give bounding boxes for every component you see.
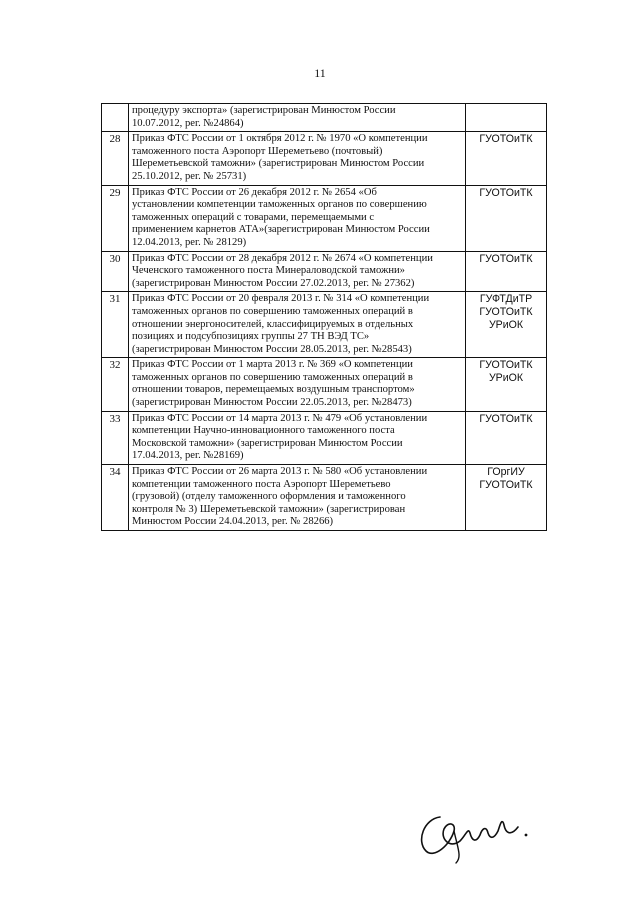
row-number: 33 xyxy=(102,411,129,464)
order-text-line: таможенного поста Аэропорт Шереметьево (почтовый) xyxy=(132,145,383,157)
orders-table-body xyxy=(102,104,547,531)
table-row xyxy=(102,292,547,358)
table-row xyxy=(102,251,547,292)
order-description xyxy=(129,104,466,132)
order-text-line: Минюстом России 24.04.2013, рег. № 28266) xyxy=(132,516,334,528)
table-row xyxy=(102,104,547,132)
order-text-line: компетенции Научно-инновационного таможенного поста xyxy=(132,425,395,437)
order-text-line: Приказ ФТС России от 28 декабря 2012 г. № 2674 «О компетенции xyxy=(132,252,433,264)
responsible-unit: УРиОК xyxy=(488,319,524,332)
responsible-units xyxy=(466,411,547,464)
order-text-line: позициях и подсубпозициях группы 27 ТН ВЭД ТС» xyxy=(132,331,370,343)
order-text-line: Шереметьевской таможни» (зарегистрирован Минюстом России xyxy=(132,158,425,170)
table-row xyxy=(102,132,547,185)
responsible-units xyxy=(466,251,547,292)
order-text-line: контроля № 3) Шереметьевской таможни» (зарегистрирован xyxy=(132,503,406,515)
order-text-line: Приказ ФТС России от 26 декабря 2012 г. № 2654 «Об xyxy=(132,186,377,198)
order-text-line: Московской таможни» (зарегистрирован Минюстом России xyxy=(132,437,403,449)
order-text-line: Приказ ФТС России от 26 марта 2013 г. № 580 «Об установлении xyxy=(132,466,428,478)
order-description xyxy=(129,132,466,185)
responsible-unit: ГОргИУ xyxy=(487,466,525,479)
responsible-unit: ГУОТОиТК xyxy=(479,412,533,425)
table-row xyxy=(102,465,547,531)
order-text-line: компетенции таможенного поста Аэропорт Шереметьево xyxy=(132,478,391,490)
order-text-line: Приказ ФТС России от 14 марта 2013 г. № 479 «Об установлении xyxy=(132,412,428,424)
order-text-line: процедуру экспорта» (зарегистрирован Минюстом России xyxy=(132,105,396,116)
row-number: 28 xyxy=(102,132,129,185)
responsible-units xyxy=(466,292,547,358)
responsible-units xyxy=(466,104,547,132)
order-description xyxy=(129,251,466,292)
order-text-line: Приказ ФТС России от 1 октября 2012 г. № 1970 «О компетенции xyxy=(132,133,428,145)
order-description xyxy=(129,411,466,464)
order-text-line: Чеченского таможенного поста Минераловодской таможни» xyxy=(132,265,405,277)
row-number: 29 xyxy=(102,185,129,251)
order-text-line: отношении энергоносителей, классифицируемых в отдельных xyxy=(132,318,414,330)
responsible-units xyxy=(466,358,547,411)
row-number: 32 xyxy=(102,358,129,411)
order-text-line: 25.10.2012, рег. № 25731) xyxy=(132,170,247,182)
responsible-unit: УРиОК xyxy=(488,372,524,385)
order-text-line: (грузовой) (отделу таможенного оформления и таможенного xyxy=(132,491,406,503)
order-description xyxy=(129,465,466,531)
signature xyxy=(410,805,550,865)
row-number: 34 xyxy=(102,465,129,531)
responsible-unit: ГУОТОиТК xyxy=(479,359,533,372)
responsible-unit: ГУОТОиТК xyxy=(479,252,533,265)
responsible-unit: ГУОТОиТК xyxy=(479,479,533,492)
responsible-unit: ГУОТОиТК xyxy=(479,186,533,199)
order-description xyxy=(129,185,466,251)
order-text-line: таможенных операций с товарами, перемещаемыми с xyxy=(132,211,375,223)
orders-table xyxy=(101,103,547,531)
responsible-unit: ГУФТДиТР xyxy=(479,293,533,306)
table-row xyxy=(102,358,547,411)
responsible-units xyxy=(466,465,547,531)
order-text-line: 12.04.2013, рег. № 28129) xyxy=(132,236,247,248)
responsible-unit: ГУОТОиТК xyxy=(479,306,533,319)
order-description xyxy=(129,358,466,411)
order-text-line: применением карнетов АТА»(зарегистрирован Минюстом России xyxy=(132,224,430,236)
order-text-line: установлении компетенции таможенных органов по совершению xyxy=(132,199,427,211)
order-text-line: Приказ ФТС России от 1 марта 2013 г. № 369 «О компетенции xyxy=(132,359,413,371)
responsible-unit: ГУОТОиТК xyxy=(479,133,533,146)
order-text-line: (зарегистрирован Минюстом России 27.02.2013, рег. № 27362) xyxy=(132,277,415,289)
order-text-line: таможенных органов по совершению таможенных операций в xyxy=(132,371,413,383)
order-text-line: (зарегистрирован Минюстом России 28.05.2013, рег. №28543) xyxy=(132,343,412,355)
order-text-line: Приказ ФТС России от 20 февраля 2013 г. № 314 «О компетенции xyxy=(132,293,430,305)
row-number: 30 xyxy=(102,251,129,292)
row-number: 31 xyxy=(102,292,129,358)
order-description xyxy=(129,292,466,358)
table-row xyxy=(102,411,547,464)
row-number xyxy=(102,104,129,132)
order-text-line: 17.04.2013, рег. №28169) xyxy=(132,450,244,462)
responsible-units xyxy=(466,185,547,251)
responsible-units xyxy=(466,132,547,185)
order-text-line: 10.07.2012, рег. №24864) xyxy=(132,117,244,129)
page-number: 11 xyxy=(314,66,326,80)
order-text-line: отношении товаров, перемещаемых воздушным транспортом» xyxy=(132,384,415,396)
order-text-line: (зарегистрирован Минюстом России 22.05.2013, рег. №28473) xyxy=(132,397,412,409)
order-text-line: таможенных органов по совершению таможенных операций в xyxy=(132,305,413,317)
table-row xyxy=(102,185,547,251)
